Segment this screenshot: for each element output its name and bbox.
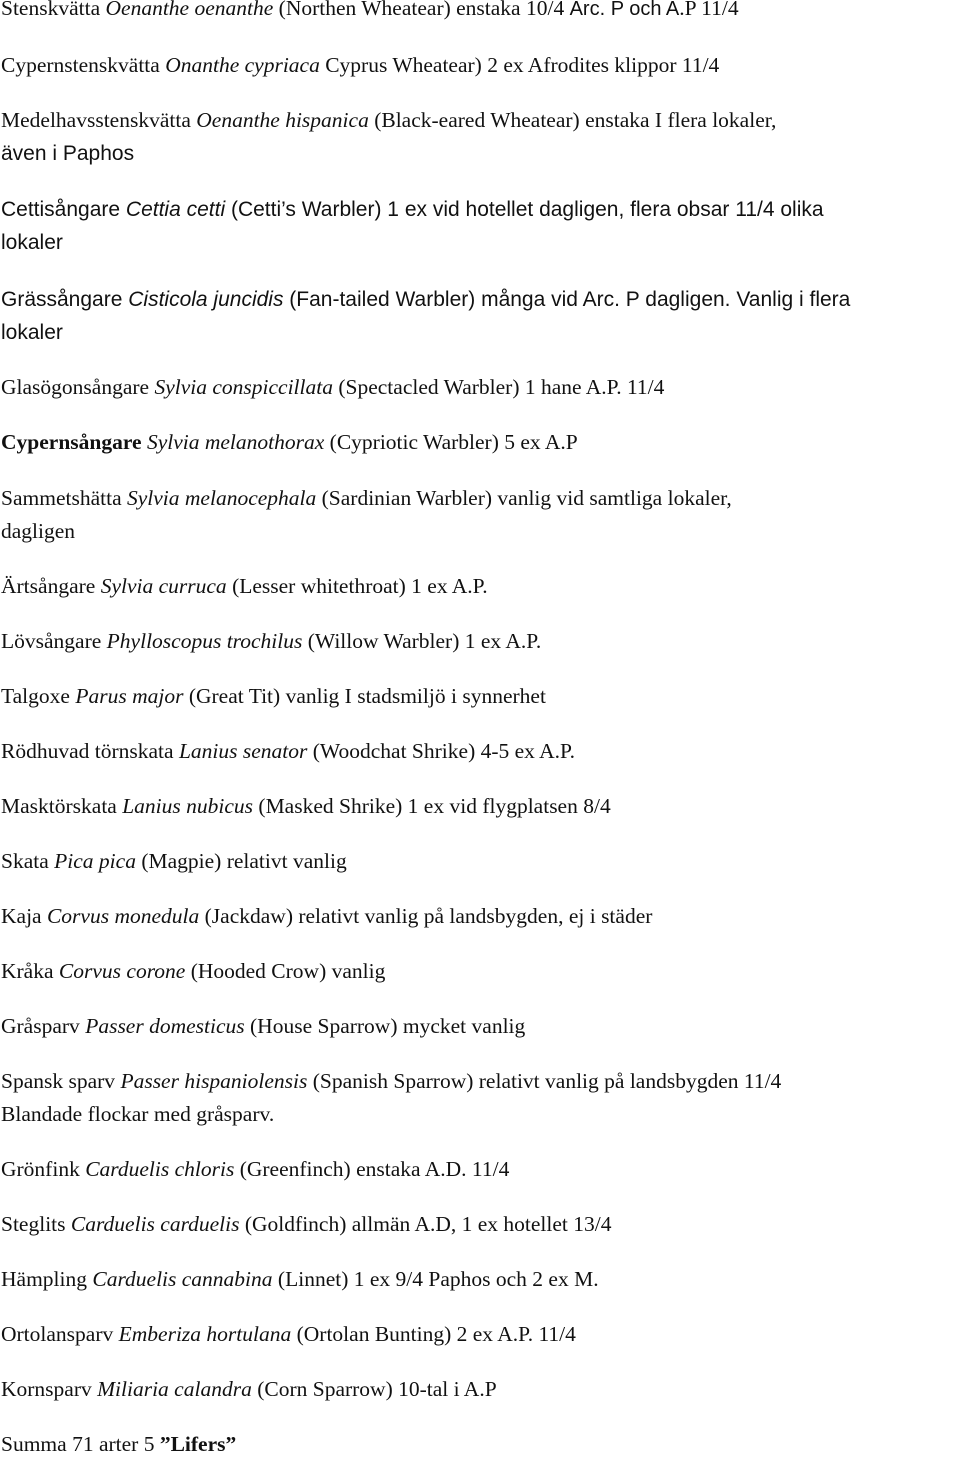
- latin-name: Cettia cetti: [125, 198, 226, 221]
- entry-continuation: dagligen: [1, 519, 76, 543]
- species-entry: [1, 955, 957, 988]
- swedish-name: Spansk sparv: [1, 1069, 121, 1093]
- entry-details: (Northen Wheatear) enstaka 10/4: [273, 0, 570, 20]
- entry-continuation: Blandade flockar med gråsparv.: [1, 1102, 275, 1126]
- species-entry: [1, 193, 957, 259]
- latin-name: Phylloscopus trochilus: [106, 629, 303, 653]
- latin-name: Cisticola juncidis: [128, 288, 284, 311]
- summary-line: [1, 1428, 957, 1461]
- entry-details: (Ortolan Bunting) 2 ex A.P. 11/4: [291, 1322, 576, 1346]
- swedish-name: Stenskvätta: [1, 0, 106, 20]
- latin-name: Miliaria calandra: [97, 1377, 252, 1401]
- swedish-name: Cypernsångare: [1, 430, 142, 454]
- species-entry: [1, 845, 957, 878]
- species-entry: [1, 1373, 957, 1406]
- entry-details: (Hooded Crow) vanlig: [185, 959, 386, 983]
- latin-name: Oenanthe hispanica: [196, 108, 369, 132]
- entry-details-end: .P 11/4: [679, 0, 739, 20]
- species-entry: [1, 426, 957, 459]
- swedish-name: Medelhavsstenskvätta: [1, 108, 197, 132]
- swedish-name: Sammetshätta: [1, 486, 127, 510]
- swedish-name: Talgoxe: [1, 684, 76, 708]
- entry-details-continued: Arc. P och A: [569, 0, 680, 20]
- entry-details: Cyprus Wheatear) 2 ex Afrodites klippor 11/4: [319, 53, 720, 77]
- latin-name: Parus major: [75, 684, 184, 708]
- swedish-name: Ortolansparv: [1, 1322, 119, 1346]
- species-entry: [1, 680, 957, 713]
- latin-name: Carduelis cannabina: [92, 1267, 273, 1291]
- latin-name: Sylvia curruca: [100, 574, 227, 598]
- species-entry: [1, 0, 957, 26]
- latin-name: Lanius senator: [178, 739, 308, 763]
- entry-continuation: lokaler: [1, 231, 63, 254]
- entry-details: (Linnet) 1 ex 9/4 Paphos och 2 ex M.: [272, 1267, 599, 1291]
- swedish-name: Lövsångare: [1, 629, 107, 653]
- entry-details: (Cypriotic Warbler) 5 ex A.P: [324, 430, 578, 454]
- swedish-name: Rödhuvad törnskata: [1, 739, 179, 763]
- swedish-name: Glasögonsångare: [1, 375, 155, 399]
- latin-name: Passer hispaniolensis: [120, 1069, 308, 1093]
- swedish-name: Cypernstenskvätta: [1, 53, 166, 77]
- latin-name: Lanius nubicus: [122, 794, 254, 818]
- summary-lifers: ”Lifers”: [159, 1432, 237, 1456]
- entry-details: (Black-eared Wheatear) enstaka I flera lokaler,: [368, 108, 777, 132]
- species-entry: [1, 900, 957, 933]
- species-entry: [1, 1318, 957, 1351]
- species-entry: [1, 482, 957, 548]
- entry-continuation: även i Paphos: [1, 142, 135, 165]
- species-entry: [1, 735, 957, 768]
- latin-name: Carduelis chloris: [85, 1157, 235, 1181]
- entry-details: (Sardinian Warbler) vanlig vid samtliga lokaler,: [316, 486, 732, 510]
- summary-text: Summa 71 arter 5: [1, 1432, 160, 1456]
- entry-details: (Fan-tailed Warbler) många vid Arc. P dagligen. Vanlig i flera: [283, 288, 851, 311]
- latin-name: Oenanthe oenanthe: [105, 0, 274, 20]
- latin-name: Onanthe cypriaca: [165, 53, 320, 77]
- swedish-name: Cettisångare: [1, 198, 126, 221]
- entry-details: (Lesser whitethroat) 1 ex A.P.: [226, 574, 488, 598]
- swedish-name: Kråka: [1, 959, 59, 983]
- swedish-name: Grönfink: [1, 1157, 86, 1181]
- swedish-name: Ärtsångare: [1, 574, 101, 598]
- species-entry: [1, 1153, 957, 1186]
- latin-name: Sylvia melanothorax: [141, 430, 325, 454]
- latin-name: Corvus monedula: [46, 904, 200, 928]
- entry-details: (Masked Shrike) 1 ex vid flygplatsen 8/4: [253, 794, 611, 818]
- latin-name: Carduelis carduelis: [70, 1212, 240, 1236]
- swedish-name: Hämpling: [1, 1267, 93, 1291]
- species-entry: [1, 570, 957, 603]
- latin-name: Sylvia melanocephala: [127, 486, 317, 510]
- entry-details: (Jackdaw) relativt vanlig på landsbygden, ej i städer: [199, 904, 653, 928]
- entry-details: (Magpie) relativt vanlig: [135, 849, 347, 873]
- swedish-name: Steglits: [1, 1212, 71, 1236]
- entry-details: (Spectacled Warbler) 1 hane A.P. 11/4: [332, 375, 665, 399]
- entry-details: (Great Tit) vanlig I stadsmiljö i synnerhet: [183, 684, 546, 708]
- latin-name: Corvus corone: [58, 959, 186, 983]
- species-entry: [1, 371, 957, 404]
- entry-details: (Cetti’s Warbler) 1 ex vid hotellet dagligen, flera obsar 11/4 olika: [225, 198, 824, 221]
- latin-name: Passer domesticus: [85, 1014, 245, 1038]
- species-entry: [1, 1010, 957, 1043]
- entry-details: (Greenfinch) enstaka A.D. 11/4: [234, 1157, 510, 1181]
- swedish-name: Kornsparv: [1, 1377, 98, 1401]
- swedish-name: Masktörskata: [1, 794, 123, 818]
- entry-details: (Goldfinch) allmän A.D, 1 ex hotellet 13/4: [239, 1212, 612, 1236]
- species-entry: [1, 104, 957, 170]
- latin-name: Sylvia conspiccillata: [154, 375, 333, 399]
- swedish-name: Gråsparv: [1, 1014, 86, 1038]
- entry-details: (House Sparrow) mycket vanlig: [244, 1014, 526, 1038]
- swedish-name: Kaja: [1, 904, 47, 928]
- latin-name: Pica pica: [54, 849, 136, 873]
- entry-details: (Spanish Sparrow) relativt vanlig på landsbygden 11/4: [307, 1069, 782, 1093]
- species-entry: [1, 283, 957, 349]
- entry-continuation: lokaler: [1, 321, 63, 344]
- latin-name: Emberiza hortulana: [118, 1322, 292, 1346]
- swedish-name: Skata: [1, 849, 55, 873]
- species-entry: [1, 1263, 957, 1296]
- species-entry: [1, 625, 957, 658]
- entry-details: (Woodchat Shrike) 4-5 ex A.P.: [307, 739, 575, 763]
- species-entry: [1, 1065, 957, 1131]
- entry-details: (Corn Sparrow) 10-tal i A.P: [251, 1377, 497, 1401]
- species-entry: [1, 1208, 957, 1241]
- species-entry: [1, 790, 957, 823]
- swedish-name: Grässångare: [1, 288, 129, 311]
- entry-details: (Willow Warbler) 1 ex A.P.: [302, 629, 542, 653]
- species-entry: [1, 49, 957, 82]
